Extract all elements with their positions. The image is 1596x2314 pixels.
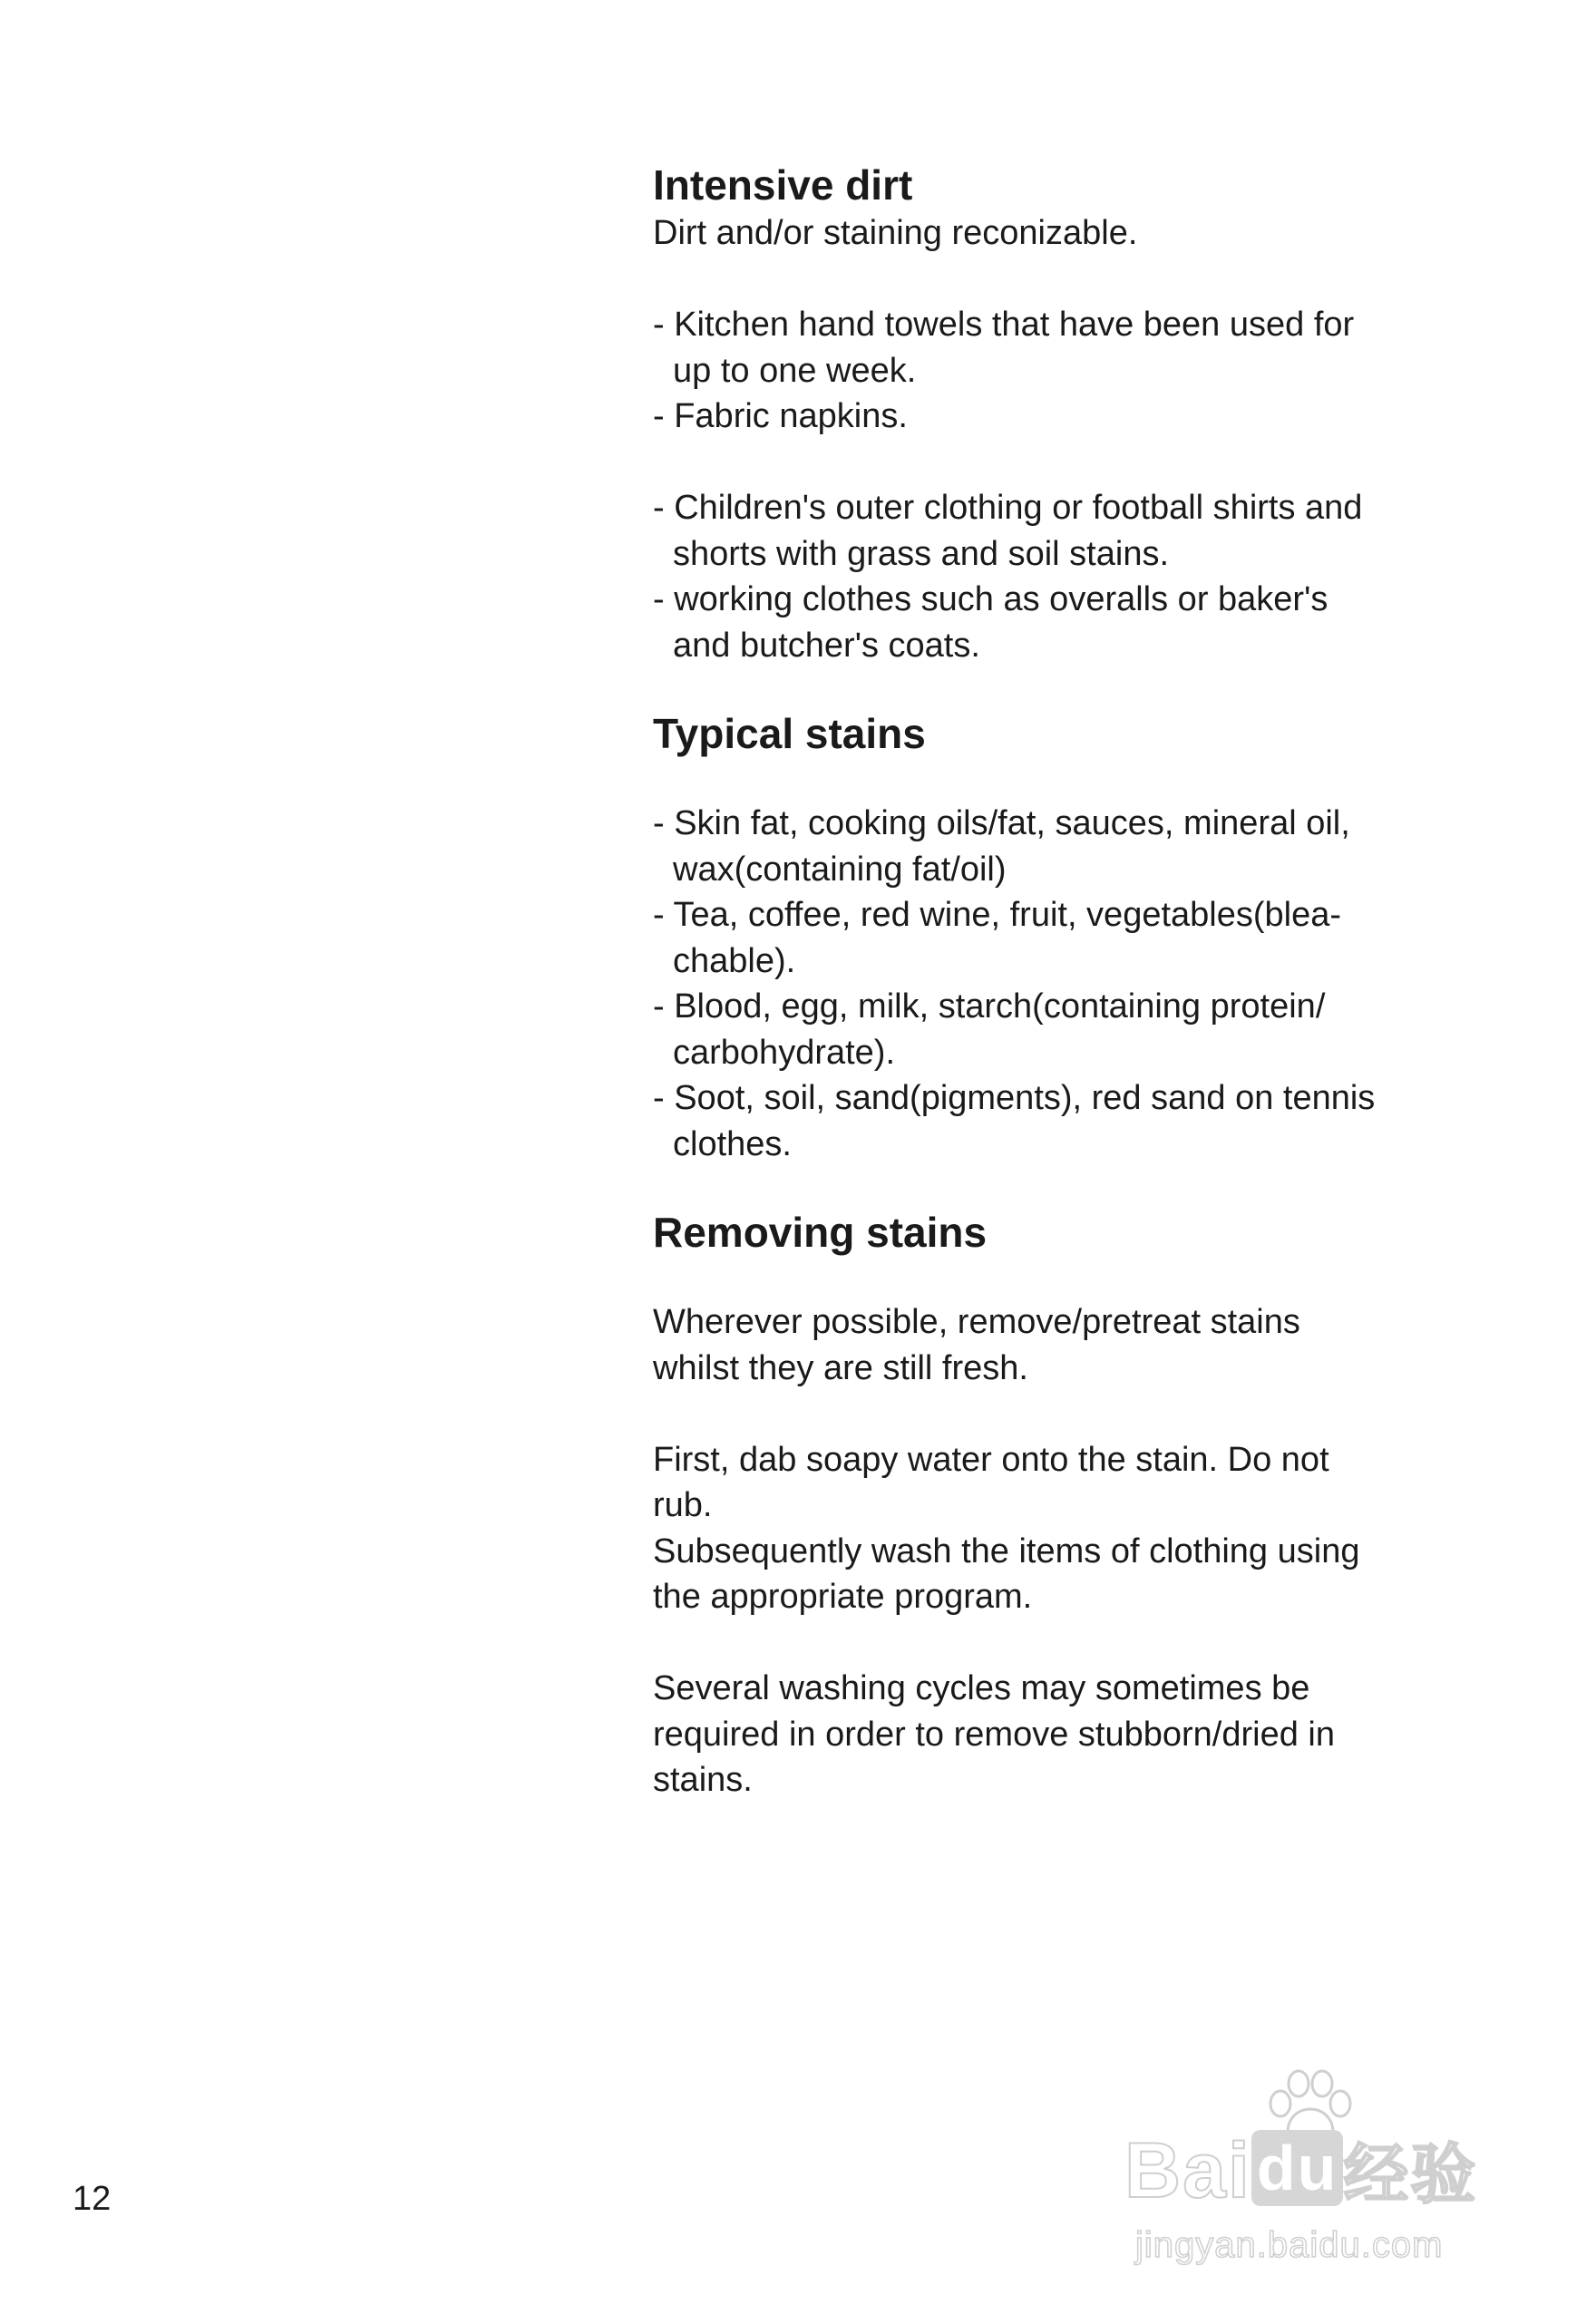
intro-line: Dirt and/or staining reconizable. xyxy=(653,214,1138,252)
list-item-continuation: clothes. xyxy=(673,1124,792,1163)
list-item-continuation: wax(containing fat/oil) xyxy=(673,850,1007,889)
paragraph-line: rub. xyxy=(653,1486,713,1524)
list-item-continuation: carbohydrate). xyxy=(673,1033,896,1072)
paragraph-line: Wherever possible, remove/pretreat stains xyxy=(653,1303,1300,1341)
list-item: - Fabric napkins. xyxy=(653,397,908,435)
content-column xyxy=(653,160,1469,1804)
paragraph-line: Several washing cycles may sometimes be xyxy=(653,1669,1310,1707)
paragraph-line: stains. xyxy=(653,1761,753,1799)
heading-typical-stains: Typical stains xyxy=(653,710,926,757)
paragraph-line: the appropriate program. xyxy=(653,1578,1033,1616)
baidu-jingyan-watermark xyxy=(1124,2067,1523,2276)
paragraph-line: whilst they are still fresh. xyxy=(653,1348,1028,1387)
list-item: - Soot, soil, sand(pigments), red sand on tennis xyxy=(653,1079,1376,1117)
list-item-continuation: up to one week. xyxy=(673,351,917,390)
list-item: - Children's outer clothing or football shirts and xyxy=(653,489,1363,527)
paragraph-line: required in order to remove stubborn/dried in xyxy=(653,1715,1335,1754)
list-item-continuation: chable). xyxy=(673,941,796,980)
list-item: - Blood, egg, milk, starch(containing protein/ xyxy=(653,987,1326,1026)
heading-removing-stains: Removing stains xyxy=(653,1209,988,1256)
watermark-logo-text: Baidu经验 xyxy=(1124,2127,1478,2214)
page-number: 12 xyxy=(73,2180,112,2218)
list-item: - Tea, coffee, red wine, fruit, vegetables(blea- xyxy=(653,896,1342,934)
list-item-continuation: and butcher's coats. xyxy=(673,626,980,665)
list-item: - Kitchen hand towels that have been used for xyxy=(653,306,1355,344)
heading-intensive-dirt: Intensive dirt xyxy=(653,161,913,209)
list-item: - Skin fat, cooking oils/fat, sauces, mineral oil, xyxy=(653,804,1350,842)
list-item: - working clothes such as overalls or baker's xyxy=(653,580,1328,618)
paragraph-line: First, dab soapy water onto the stain. Do not xyxy=(653,1440,1329,1479)
paragraph-line: Subsequently wash the items of clothing using xyxy=(653,1531,1360,1570)
watermark-url: jingyan.baidu.com xyxy=(1135,2225,1444,2265)
list-item-continuation: shorts with grass and soil stains. xyxy=(673,534,1170,573)
